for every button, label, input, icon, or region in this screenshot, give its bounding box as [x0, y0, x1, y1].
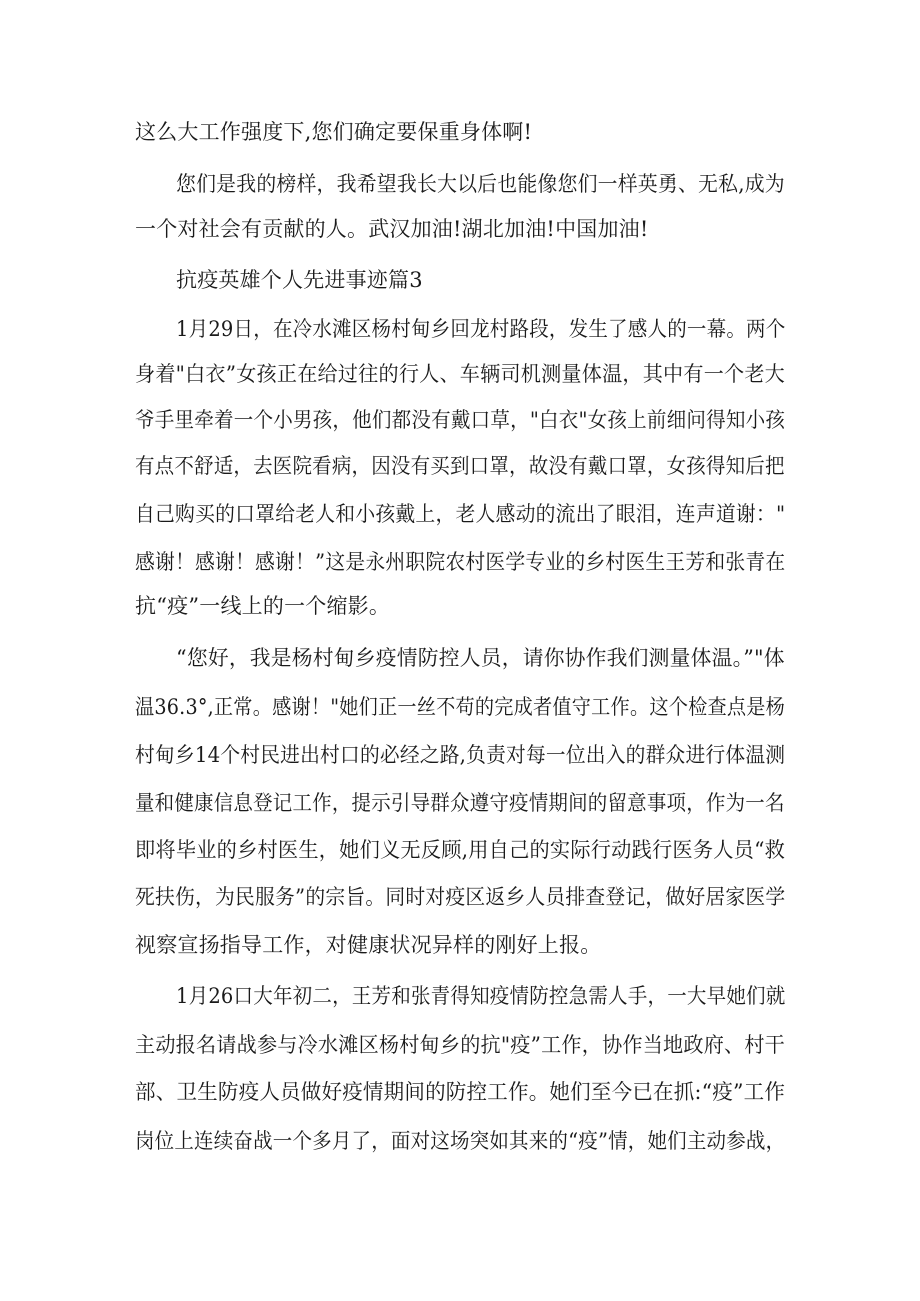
text-line: 视察宣扬指导工作，对健康状况异样的刚好上报。: [135, 933, 602, 957]
text-line: 主动报名请战参与冷水滩区杨村甸乡的抗"疫”工作，协作当地政府、村干: [135, 1033, 785, 1057]
text-line: 温36.3°,正常。感谢！"她们正一丝不苟的完成者值守工作。这个检查点是杨: [135, 695, 785, 719]
text-line: 自己购买的口罩给老人和小孩戴上，老人感动的流出了眼泪，连声道谢：": [135, 502, 786, 526]
text-line: 部、卫生防疫人员做好疫情期间的防控工作。她们至今已在抓:“疫”工作: [135, 1080, 786, 1104]
text-line: 爷手里牵着一个小男孩，他们都没有戴口草，"白衣"女孩上前细问得知小孩: [135, 408, 786, 432]
text-line: 有点不舒适，去医院看病，因没有买到口罩，故没有戴口罩，女孩得知后把: [135, 454, 785, 478]
text-line: 1月26口大年初二，王芳和张青得知疫情防控急需人手，一大早她们就: [176, 984, 786, 1008]
text-line: 即将毕业的乡村医生，她们义无反顾,用自己的实际行动践行医务人员“救: [135, 838, 786, 862]
text-line: 岗位上连续奋战一个多月了，面对这场突如其来的“疫”情，她们主动参战，: [135, 1129, 786, 1153]
text-line: “您好，我是杨村甸乡疫情防控人员，请你协作我们测量体温。”"体: [176, 646, 785, 670]
text-line: 死扶伤，为民服务”的宗旨。同时对疫区返乡人员排查登记，做好居家医学: [135, 885, 786, 909]
text-line: 1月29日，在冷水滩区杨村甸乡回龙村路段，发生了感人的一幕。两个: [176, 317, 786, 341]
text-line: 您们是我的榜样，我希望我长大以后也能像您们一样英勇、无私,成为: [176, 172, 785, 196]
text-line: 村甸乡14个村民进出村口的必经之路,负责对每一位出入的群众进行体温测: [135, 743, 786, 767]
text-line: 身着"白衣”女孩正在给过往的行人、车辆司机测量体温，其中有一个老大: [135, 362, 785, 386]
text-line: 感谢！感谢！感谢！”这是永州职院农村医学专业的乡村医生王芳和张青在: [135, 550, 786, 574]
text-line: 这么大工作强度下,您们确定要保重身体啊!: [135, 120, 533, 144]
text-line: 一个对社会有贡献的人。武汉加油!湖北加油!中国加油!: [135, 217, 649, 241]
text-line: 抗“疫”一线上的一个缩影。: [135, 594, 391, 618]
section-heading: 抗疫英雄个人先进事迹篇3: [176, 268, 423, 292]
text-line: 量和健康信息登记工作，提示引导群众遵守疫情期间的留意事项，作为一名: [135, 791, 785, 815]
